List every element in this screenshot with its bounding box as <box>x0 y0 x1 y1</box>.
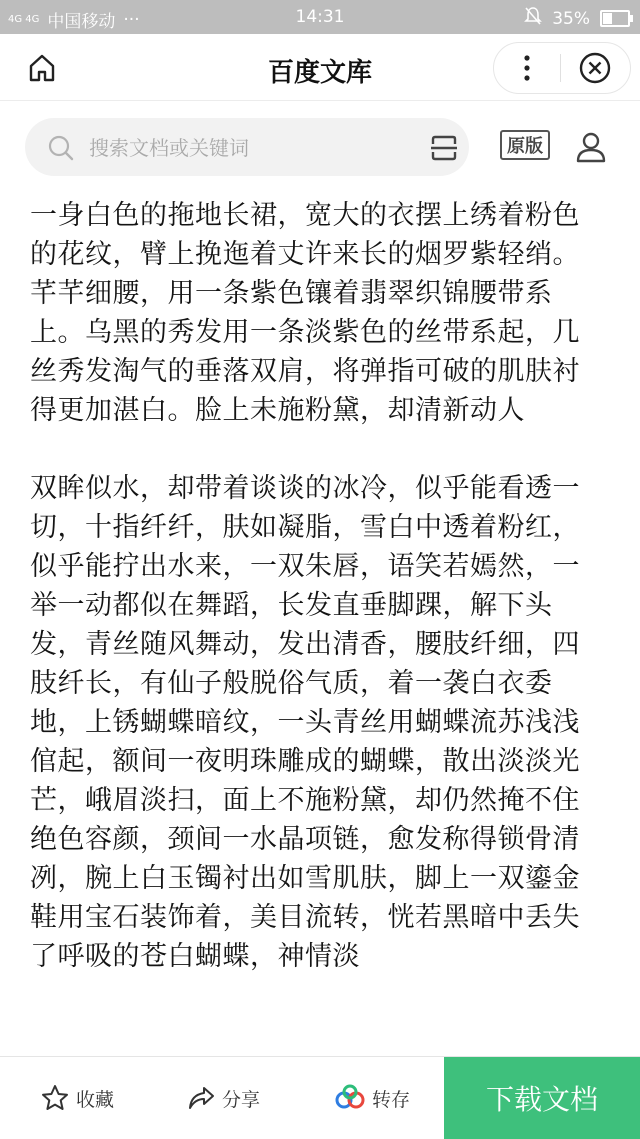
close-circle-icon <box>578 51 612 85</box>
scan-icon[interactable] <box>429 134 459 162</box>
original-version-button[interactable]: 原版 <box>500 130 550 160</box>
battery-fill <box>603 13 612 24</box>
user-icon[interactable] <box>574 130 608 164</box>
carrier-name: 中国移动 <box>47 12 116 32</box>
network-indicator: 4G 4G <box>8 14 40 25</box>
mute-bell-icon <box>524 6 542 31</box>
notification-dots: ··· <box>123 9 140 30</box>
baidu-netdisk-icon <box>334 1083 366 1113</box>
search-bar[interactable] <box>25 118 469 176</box>
close-button[interactable] <box>561 43 629 93</box>
more-vertical-icon <box>523 55 531 81</box>
document-content <box>30 196 590 1056</box>
search-input[interactable] <box>87 128 421 168</box>
mini-program-capsule <box>493 42 631 94</box>
favorite-label: 收藏 <box>76 1088 115 1111</box>
status-right <box>524 6 630 31</box>
battery-icon <box>600 10 630 27</box>
status-bar <box>0 0 640 34</box>
more-button[interactable] <box>494 43 560 93</box>
nav-bar <box>0 34 640 101</box>
document-paragraph: 双眸似水，却带着谈谈的冰冷，似乎能看透一切，十指纤纤，肤如凝脂，雪白中透着粉红，似乎能拧出水来，一双朱唇，语笑若嫣然，一举一动都似在舞蹈，长发直垂脚踝，解下头发，青丝随风舞动，发出清香，腰肢纤细，四肢纤长，有仙子般脱俗气质，着一袭白衣委地，上锈蝴蝶暗纹，一头青丝用蝴蝶流苏浅浅倌起，额间一夜明珠雕成的蝴蝶，散出淡淡光芒，峨眉淡扫，面上不施粉黛，却仍然掩不住绝色容颜，颈间一水晶项链，愈发称得锁骨清冽，腕上白玉镯衬出如雪肌肤，脚上一双鎏金鞋用宝石装饰着，美目流转，恍若黑暗中丢失了呼吸的苍白蝴蝶，神情淡 <box>30 473 580 972</box>
document-paragraph: 一身白色的拖地长裙，宽大的衣摆上绣着粉色的花纹，臂上挽迤着丈许来长的烟罗紫轻绡。芊芊细腰，用一条紫色镶着翡翠织锦腰带系上。乌黑的秀发用一条淡紫色的丝带系起，几丝秀发淘气的垂落双肩，将弹指可破的肌肤衬得更加湛白。脸上未施粉黛，却清新动人 <box>30 200 580 426</box>
share-icon <box>186 1083 216 1113</box>
share-button[interactable] <box>186 1057 260 1139</box>
save-label: 转存 <box>372 1088 411 1111</box>
battery-percent: 35% <box>552 8 590 29</box>
star-icon <box>40 1083 70 1113</box>
favorite-button[interactable] <box>40 1057 114 1139</box>
paragraph-spacer <box>30 430 590 469</box>
status-time: 14:31 <box>295 7 345 27</box>
share-label: 分享 <box>222 1088 261 1111</box>
bottom-action-bar <box>0 1056 640 1139</box>
download-document-button[interactable]: 下载文档 <box>444 1057 640 1139</box>
save-to-cloud-button[interactable] <box>334 1057 410 1139</box>
page-title: 百度文库 <box>267 58 372 88</box>
search-icon <box>47 134 75 162</box>
